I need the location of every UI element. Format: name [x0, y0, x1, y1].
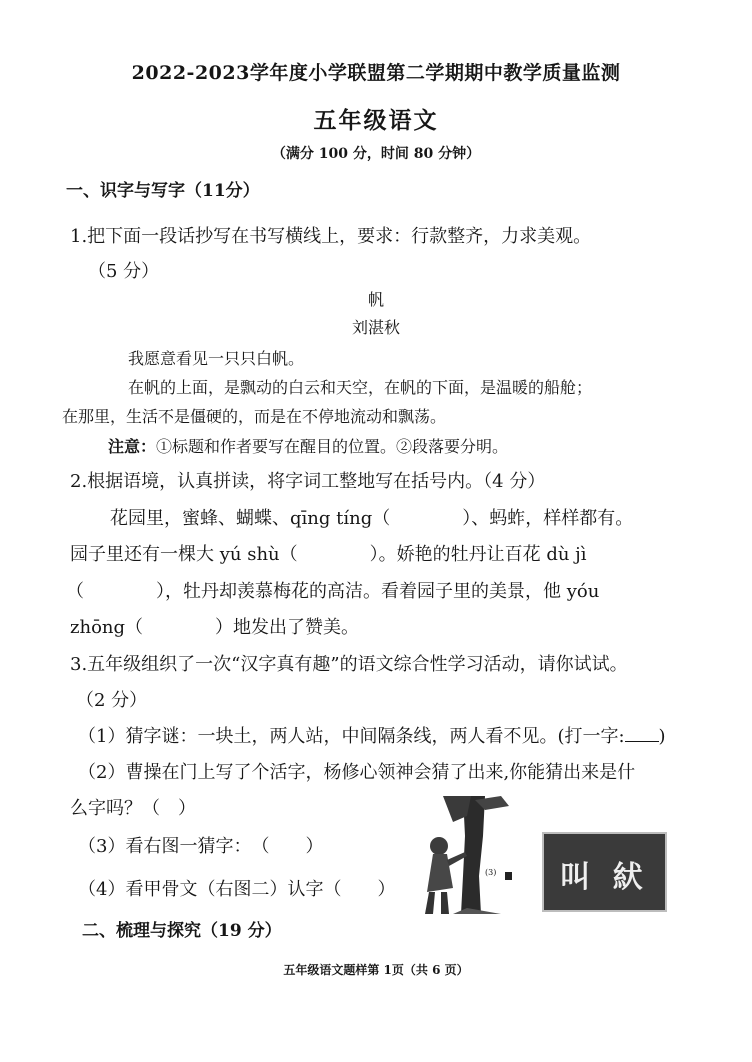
q3-sub1	[78, 722, 666, 748]
riddle-close: )	[658, 726, 666, 747]
q2-line-2: 花园里，蜜蜂、蝴蝶、qīng tíng（ ）、蚂蚱，样样都有。	[110, 508, 634, 529]
section2-heading: 二、梳理与探究（19 分）	[82, 921, 282, 941]
q3-sub2-line-1: （2）曹操在门上写了个活字，杨修心领神会猜了出来,你能猜出来是什	[78, 762, 636, 783]
q2-line-3: 园子里还有一棵大 yú shù（ ）。娇艳的牡丹让百花 dù jì	[70, 544, 587, 565]
note-label: 注意：	[108, 437, 157, 456]
poem-title: 帆	[367, 290, 384, 309]
subject-title: 五年级语文	[313, 107, 439, 134]
note-text: ①标题和作者要写在醒目的位置。②段落要分明。	[156, 437, 509, 456]
q1-points: （5 分）	[88, 261, 160, 282]
q2-line-5: zhōng（ ）地发出了赞美。	[70, 617, 360, 638]
figure-person-by-tree	[413, 796, 513, 914]
figure-oracle-bone-script	[542, 832, 667, 912]
q1-note	[108, 434, 508, 457]
tree-person-illustration	[413, 796, 513, 914]
q3-sub2-line-2: 么字吗？（ ）	[70, 798, 196, 819]
q3-instruction: 3.五年级组织了一次“汉字真有趣”的语文综合性学习活动，请你试试。	[70, 654, 628, 675]
poem-paragraph-1: 我愿意看见一只只白帆。	[128, 349, 305, 368]
score-info: （满分 100 分，时间 80 分钟）	[271, 146, 481, 162]
poem-paragraph-2-line-1: 在帆的上面，是飘动的白云和天空，在帆的下面，是温暖的船舱；	[128, 378, 593, 397]
poem-author: 刘湛秋	[351, 318, 400, 337]
page-footer: 五年级语文题样第 1页（共 6 页）	[283, 963, 469, 977]
q2-instruction: 2.根据语境，认真拼读，将字词工整地写在括号内。（4 分）	[70, 471, 546, 492]
q2-line-4: （ ），牡丹却羡慕梅花的高洁。看着园子里的美景，他 yóu	[66, 581, 600, 602]
exam-title: 2022-2023学年度小学联盟第二学期期中教学质量监测	[131, 62, 621, 84]
q1-instruction: 1.把下面一段话抄写在书写横线上，要求：行款整齐，力求美观。	[70, 226, 592, 247]
q3-points: （2 分）	[76, 690, 148, 711]
section1-heading: 一、识字与写字（11分）	[66, 181, 260, 201]
answer-blank-line	[625, 740, 659, 742]
riddle-text: （1）猜字谜：一块土，两人站，中间隔条线，两人看不见。(打一字:	[78, 726, 625, 747]
q3-sub4: （4）看甲骨文（右图二）认字（ ）	[78, 879, 396, 900]
oracle-bone-glyphs: 叫 紎	[560, 860, 649, 895]
figure-1-label: (3)	[485, 868, 497, 877]
poem-paragraph-2-line-2: 在那里，生活不是僵硬的，而是在不停地流动和飘荡。	[62, 407, 447, 426]
q3-sub3: （3）看右图一猜字： （ ）	[78, 836, 324, 857]
